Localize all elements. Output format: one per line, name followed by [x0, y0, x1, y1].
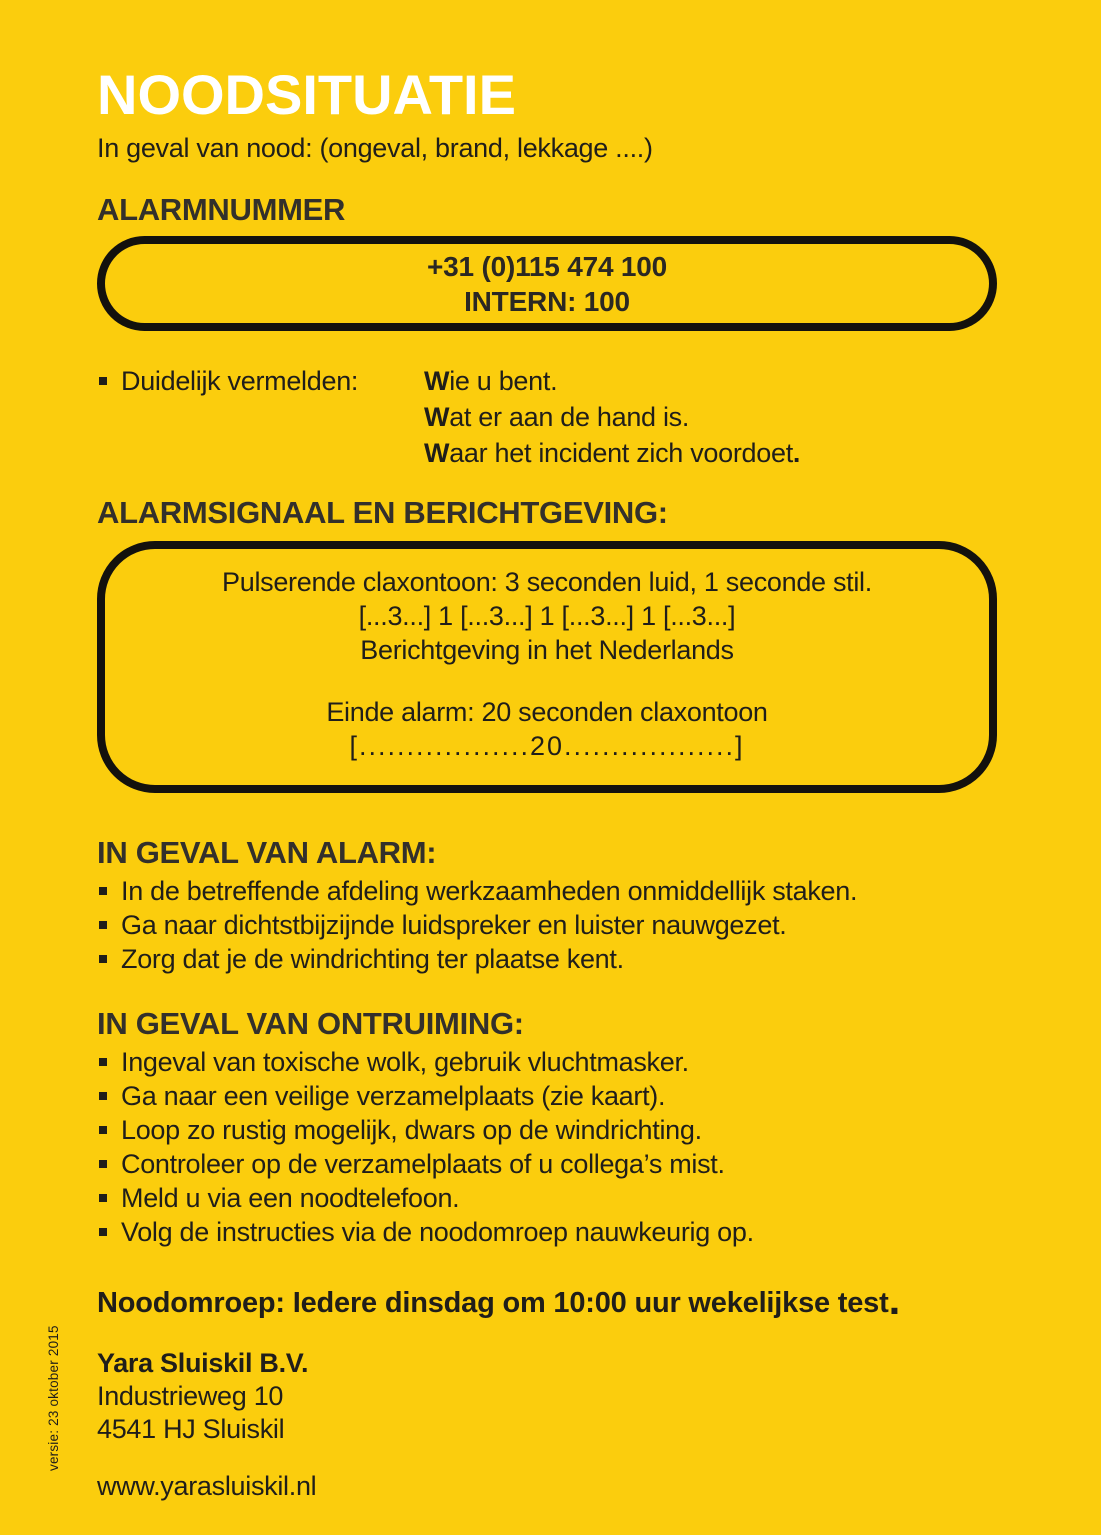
bullet-icon [99, 887, 107, 895]
list-item [97, 1045, 1005, 1079]
address-line: Industrieweg 10 [97, 1381, 284, 1411]
website-url: www.yarasluiskil.nl [97, 1471, 317, 1501]
list-item-text: Meld u via een noodtelefoon. [121, 1183, 460, 1213]
signal-line: Pulserende claxontoon: 3 seconden luid, 1 seconde stil. [222, 567, 872, 597]
footer [97, 1347, 1005, 1503]
list-item [97, 1147, 1005, 1181]
report-clearly-line [424, 435, 800, 471]
bold-lead: W [424, 438, 450, 468]
alarm-phone-number: +31 (0)115 474 100 [426, 250, 668, 282]
list-item [97, 1113, 1005, 1147]
in-case-of-evacuation-list [97, 1045, 1005, 1249]
bullet-icon [99, 1092, 107, 1100]
list-item [97, 1181, 1005, 1215]
bullet-icon [99, 921, 107, 929]
page-title: NOODSITUATIE [97, 63, 516, 126]
report-clearly-row [97, 363, 1005, 471]
bullet-icon [99, 377, 107, 385]
line-text: ie u bent. [449, 366, 558, 396]
bold-lead: W [424, 366, 450, 396]
announcement-text: Noodomroep: Iedere dinsdag om 10:00 uur wekelijkse test [97, 1287, 889, 1319]
bold-tail: . [792, 438, 801, 468]
signal-line: Berichtgeving in het Nederlands [360, 635, 734, 665]
page-subtitle: In geval van nood: (ongeval, brand, lekkage ....) [97, 133, 653, 163]
alarm-signal-box [97, 541, 997, 793]
signal-line: [...3...] 1 [...3...] 1 [...3...] 1 [...3...] [358, 601, 736, 631]
list-item-text: Ga naar een veilige verzamelplaats (zie kaart). [121, 1081, 666, 1111]
list-item-text: Volg de instructies via de noodomroep nauwkeurig op. [121, 1217, 754, 1247]
spacer [115, 667, 979, 695]
weekly-test-announcement [97, 1276, 1005, 1323]
report-clearly-lines [424, 363, 800, 471]
list-item [97, 874, 1005, 908]
list-item-text: Ga naar dichtstbijzijnde luidspreker en luister nauwgezet. [121, 910, 787, 940]
list-item-text: Zorg dat je de windrichting ter plaatse kent. [121, 944, 624, 974]
list-item-text: Ingeval van toxische wolk, gebruik vluchtmasker. [121, 1047, 689, 1077]
signal-end-line: Einde alarm: 20 seconden claxontoon [326, 697, 768, 727]
bold-lead: W [424, 402, 450, 432]
alarm-intern-number: INTERN: 100 [464, 285, 630, 317]
alarm-signal-heading: ALARMSIGNAAL EN BERICHTGEVING: [97, 495, 668, 530]
report-clearly-line [424, 363, 800, 399]
version-label: versie: 23 oktober 2015 [46, 1325, 61, 1471]
line-text: at er aan de hand is. [449, 402, 690, 432]
list-item-text: In de betreffende afdeling werkzaamheden onmiddellijk staken. [121, 876, 858, 906]
line-text: aar het incident zich voordoet [449, 438, 793, 468]
alarm-number-heading: ALARMNUMMER [97, 192, 346, 227]
list-item [97, 1215, 1005, 1249]
address-line: 4541 HJ Sluiskil [97, 1414, 285, 1444]
report-clearly-label: Duidelijk vermelden: [121, 366, 359, 396]
announcement-period: . [888, 1276, 901, 1323]
bullet-icon [99, 1160, 107, 1168]
list-item [97, 942, 1005, 976]
bullet-icon [99, 1058, 107, 1066]
in-case-of-alarm-list [97, 874, 1005, 976]
in-case-of-evacuation-heading: IN GEVAL VAN ONTRUIMING: [97, 1006, 524, 1041]
list-item [97, 1079, 1005, 1113]
bullet-icon [99, 1126, 107, 1134]
bullet-icon [99, 955, 107, 963]
signal-end-line: [..................20..................] [349, 731, 745, 761]
bullet-icon [99, 1194, 107, 1202]
list-item-text: Loop zo rustig mogelijk, dwars op de windrichting. [121, 1115, 702, 1145]
in-case-of-alarm-heading: IN GEVAL VAN ALARM: [97, 835, 437, 870]
list-item [97, 908, 1005, 942]
list-item-text: Controleer op de verzamelplaats of u collega’s mist. [121, 1149, 725, 1179]
report-clearly-line [424, 399, 800, 435]
bullet-icon [99, 1228, 107, 1236]
alarm-number-box [97, 236, 997, 331]
company-name: Yara Sluiskil B.V. [97, 1348, 309, 1378]
